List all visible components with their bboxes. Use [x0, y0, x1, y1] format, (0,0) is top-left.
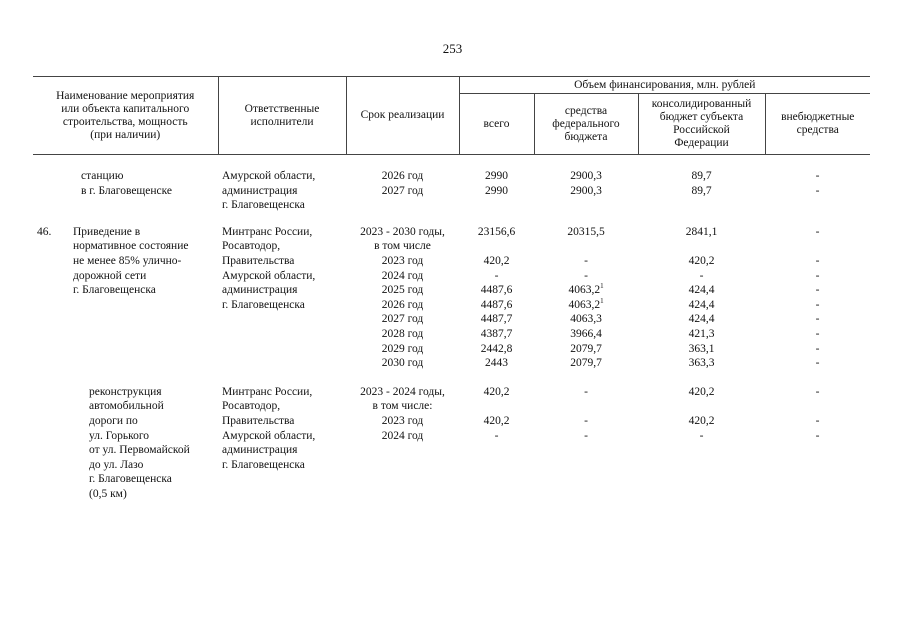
page-number: 253 [442, 41, 463, 56]
row-total: 2990 2990 [485, 170, 508, 197]
row-name-cell [33, 225, 218, 371]
row-consolidated: 89,7 89,7 [691, 170, 712, 197]
federal-line: 20315,5 [567, 225, 605, 238]
financing-table [33, 76, 870, 501]
row-total: 23156,6 420,2 - 4487,6 4487,6 4487,7 4387,7 2442,8 2443 [477, 225, 516, 370]
header-name: Наименование мероприятия или объекта капитального строительства, мощность (при наличии) [33, 77, 218, 155]
federal-line: - [584, 254, 588, 267]
row-period: 2023 - 2030 годы, в том числе 2023 год 2024 год 2025 год 2026 год 2027 год 2028 год 2029 год 2030 год [360, 225, 445, 370]
federal-line: 3966,4 [570, 327, 602, 340]
federal-line: 4063,3 [570, 313, 602, 326]
row-total: 420,2 420,2 - [483, 385, 510, 442]
header-consolidated: консолидированный бюджет субъекта Российской Федерации [638, 94, 765, 155]
row-name: реконструкция автомобильной дороги по ул. Горького от ул. Первомайской до ул. Лазо г. Благовещенска (0,5 км) [89, 385, 190, 500]
row-extrabudget: - - [815, 170, 820, 197]
row-executors: Минтранс России, Росавтодор, Правительства Амурской области, администрация г. Благовещенска [222, 385, 316, 471]
row-federal: - - - [584, 385, 588, 442]
header-total: всего [459, 94, 534, 155]
row-extrabudget: - - - - - - - - - [815, 225, 820, 370]
federal-line [538, 239, 634, 254]
header-period: Срок реализации [346, 77, 459, 155]
row-executors: Амурской области, администрация г. Благовещенска [222, 170, 316, 212]
row-executors: Минтранс России, Росавтодор, Правительства Амурской области, администрация г. Благовещенска [222, 225, 316, 311]
header-federal: средства федерального бюджета [534, 94, 638, 155]
row-federal: 2900,3 2900,3 [570, 170, 602, 197]
row-number: 46. [37, 225, 52, 238]
table-row [33, 169, 870, 213]
row-name: Приведение в нормативное состояние не менее 85% улично- дорожной сети г. Благовещенска [73, 225, 189, 297]
federal-line: - [584, 269, 588, 282]
row-period: 2026 год 2027 год [381, 170, 424, 197]
header-extrabudget: внебюджетные средства [765, 94, 870, 155]
federal-line: 4063,2$^1$ [568, 296, 604, 311]
row-name: станцию в г. Благовещенске [81, 170, 173, 197]
row-period: 2023 - 2024 годы, в том числе: 2023 год 2024 год [360, 385, 445, 442]
row-extrabudget: - - - [815, 385, 820, 442]
row-federal [534, 225, 638, 371]
row-consolidated: 420,2 420,2 - [688, 385, 715, 442]
header-executors: Ответственные исполнители [218, 77, 346, 155]
federal-line: 2079,7 [570, 357, 602, 370]
header-financing-group: Объем финансирования, млн. рублей [459, 77, 870, 94]
row-consolidated: 2841,1 420,2 - 424,4 424,4 424,4 421,3 363,1 363,3 [685, 225, 718, 370]
federal-line: 2079,7 [570, 342, 602, 355]
table-row [33, 225, 870, 371]
federal-line: 4063,2$^1$ [568, 282, 604, 297]
table-row [33, 385, 870, 502]
